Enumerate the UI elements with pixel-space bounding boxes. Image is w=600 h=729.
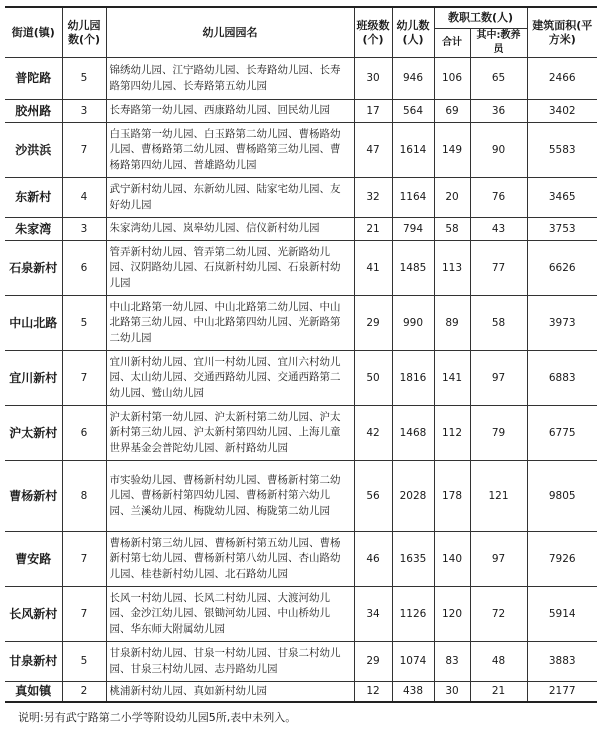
table-row bbox=[5, 406, 597, 461]
area-cell: 3402 bbox=[527, 100, 597, 123]
street-cell: 曹安路 bbox=[5, 532, 62, 587]
table-row bbox=[5, 123, 597, 178]
count-cell: 6 bbox=[62, 241, 106, 296]
area-cell: 6626 bbox=[527, 241, 597, 296]
table-body bbox=[5, 58, 597, 702]
area-cell: 6883 bbox=[527, 351, 597, 406]
staff-total-cell: 141 bbox=[434, 351, 470, 406]
names-cell: 沪太新村第一幼儿园、沪太新村第二幼儿园、沪太新村第三幼儿园、沪太新村第四幼儿园、上海儿童世界基金会普陀幼儿园、新村路幼儿园 bbox=[106, 406, 354, 461]
staff-teachers-cell: 58 bbox=[470, 296, 527, 351]
children-cell: 990 bbox=[392, 296, 434, 351]
header-area: 建筑面积(平方米) bbox=[527, 7, 597, 58]
staff-teachers-cell: 76 bbox=[470, 178, 527, 218]
names-cell: 桃浦新村幼儿园、真如新村幼儿园 bbox=[106, 682, 354, 702]
street-cell: 甘泉新村 bbox=[5, 642, 62, 682]
header-staff-total: 合计 bbox=[434, 29, 470, 58]
classes-cell: 42 bbox=[354, 406, 392, 461]
table-row bbox=[5, 682, 597, 702]
names-cell: 宜川新村幼儿园、宜川一村幼儿园、宜川六村幼儿园、太山幼儿园、交通西路幼儿园、交通西路第二幼儿园、鹫山幼儿园 bbox=[106, 351, 354, 406]
classes-cell: 41 bbox=[354, 241, 392, 296]
area-cell: 2466 bbox=[527, 58, 597, 100]
staff-teachers-cell: 36 bbox=[470, 100, 527, 123]
area-cell: 5583 bbox=[527, 123, 597, 178]
staff-teachers-cell: 90 bbox=[470, 123, 527, 178]
classes-cell: 12 bbox=[354, 682, 392, 702]
count-cell: 7 bbox=[62, 351, 106, 406]
staff-teachers-cell: 121 bbox=[470, 461, 527, 532]
staff-total-cell: 89 bbox=[434, 296, 470, 351]
table-row bbox=[5, 58, 597, 100]
names-cell: 朱家湾幼儿园、岚皋幼儿园、信仪新村幼儿园 bbox=[106, 218, 354, 241]
street-cell: 石泉新村 bbox=[5, 241, 62, 296]
street-cell: 朱家湾 bbox=[5, 218, 62, 241]
staff-total-cell: 20 bbox=[434, 178, 470, 218]
street-cell: 长风新村 bbox=[5, 587, 62, 642]
names-cell: 甘泉新村幼儿园、甘泉一村幼儿园、甘泉二村幼儿园、甘泉三村幼儿园、志丹路幼儿园 bbox=[106, 642, 354, 682]
header-classes: 班级数(个) bbox=[354, 7, 392, 58]
count-cell: 8 bbox=[62, 461, 106, 532]
staff-teachers-cell: 97 bbox=[470, 351, 527, 406]
header-count: 幼儿园数(个) bbox=[62, 7, 106, 58]
classes-cell: 46 bbox=[354, 532, 392, 587]
street-cell: 东新村 bbox=[5, 178, 62, 218]
area-cell: 3973 bbox=[527, 296, 597, 351]
count-cell: 6 bbox=[62, 406, 106, 461]
names-cell: 白玉路第一幼儿园、白玉路第二幼儿园、曹杨路幼儿园、曹杨路第二幼儿园、曹杨路第三幼儿园、曹杨路第四幼儿园、普雄路幼儿园 bbox=[106, 123, 354, 178]
table-row bbox=[5, 587, 597, 642]
classes-cell: 56 bbox=[354, 461, 392, 532]
staff-total-cell: 69 bbox=[434, 100, 470, 123]
children-cell: 1074 bbox=[392, 642, 434, 682]
staff-teachers-cell: 65 bbox=[470, 58, 527, 100]
header-street: 街道(镇) bbox=[5, 7, 62, 58]
table-row bbox=[5, 296, 597, 351]
children-cell: 2028 bbox=[392, 461, 434, 532]
names-cell: 锦绣幼儿园、江宁路幼儿园、长寿路幼儿园、长寿路第四幼儿园、长寿路第五幼儿园 bbox=[106, 58, 354, 100]
staff-teachers-cell: 77 bbox=[470, 241, 527, 296]
table-row bbox=[5, 461, 597, 532]
children-cell: 564 bbox=[392, 100, 434, 123]
staff-total-cell: 30 bbox=[434, 682, 470, 702]
count-cell: 2 bbox=[62, 682, 106, 702]
staff-total-cell: 113 bbox=[434, 241, 470, 296]
table-row bbox=[5, 241, 597, 296]
children-cell: 946 bbox=[392, 58, 434, 100]
names-cell: 武宁新村幼儿园、东新幼儿园、陆家宅幼儿园、友好幼儿园 bbox=[106, 178, 354, 218]
classes-cell: 47 bbox=[354, 123, 392, 178]
children-cell: 1635 bbox=[392, 532, 434, 587]
children-cell: 1164 bbox=[392, 178, 434, 218]
kindergarten-table bbox=[5, 6, 597, 703]
header-staff: 教职工数(人) bbox=[434, 7, 527, 29]
count-cell: 3 bbox=[62, 218, 106, 241]
count-cell: 4 bbox=[62, 178, 106, 218]
staff-total-cell: 58 bbox=[434, 218, 470, 241]
street-cell: 真如镇 bbox=[5, 682, 62, 702]
names-cell: 管弄新村幼儿园、管弄第二幼儿园、光新路幼儿园、汉阴路幼儿园、石岚新村幼儿园、石泉新村幼儿园 bbox=[106, 241, 354, 296]
staff-teachers-cell: 21 bbox=[470, 682, 527, 702]
classes-cell: 50 bbox=[354, 351, 392, 406]
staff-total-cell: 83 bbox=[434, 642, 470, 682]
area-cell: 2177 bbox=[527, 682, 597, 702]
street-cell: 沪太新村 bbox=[5, 406, 62, 461]
table-note: 说明:另有武宁路第二小学等附设幼儿园5所,表中未列入。 bbox=[18, 711, 297, 724]
street-cell: 沙洪浜 bbox=[5, 123, 62, 178]
children-cell: 438 bbox=[392, 682, 434, 702]
header-names: 幼儿园园名 bbox=[106, 7, 354, 58]
names-cell: 长风一村幼儿园、长风二村幼儿园、大渡河幼儿园、金沙江幼儿园、银锄河幼儿园、中山桥幼儿园、华东师大附属幼儿园 bbox=[106, 587, 354, 642]
staff-teachers-cell: 97 bbox=[470, 532, 527, 587]
count-cell: 5 bbox=[62, 58, 106, 100]
classes-cell: 30 bbox=[354, 58, 392, 100]
children-cell: 1468 bbox=[392, 406, 434, 461]
staff-teachers-cell: 43 bbox=[470, 218, 527, 241]
children-cell: 794 bbox=[392, 218, 434, 241]
staff-total-cell: 178 bbox=[434, 461, 470, 532]
staff-total-cell: 112 bbox=[434, 406, 470, 461]
children-cell: 1614 bbox=[392, 123, 434, 178]
area-cell: 7926 bbox=[527, 532, 597, 587]
children-cell: 1126 bbox=[392, 587, 434, 642]
classes-cell: 29 bbox=[354, 296, 392, 351]
names-cell: 市实验幼儿园、曹杨新村幼儿园、曹杨新村第二幼儿园、曹杨新村第四幼儿园、曹杨新村第六幼儿园、兰溪幼儿园、梅陇幼儿园、梅陇第二幼儿园 bbox=[106, 461, 354, 532]
table-row bbox=[5, 178, 597, 218]
count-cell: 5 bbox=[62, 642, 106, 682]
children-cell: 1485 bbox=[392, 241, 434, 296]
staff-teachers-cell: 79 bbox=[470, 406, 527, 461]
street-cell: 曹杨新村 bbox=[5, 461, 62, 532]
table-row bbox=[5, 642, 597, 682]
area-cell: 9805 bbox=[527, 461, 597, 532]
table-row bbox=[5, 351, 597, 406]
count-cell: 7 bbox=[62, 532, 106, 587]
count-cell: 7 bbox=[62, 123, 106, 178]
names-cell: 中山北路第一幼儿园、中山北路第二幼儿园、中山北路第三幼儿园、中山北路第四幼儿园、光新路第二幼儿园 bbox=[106, 296, 354, 351]
classes-cell: 34 bbox=[354, 587, 392, 642]
count-cell: 5 bbox=[62, 296, 106, 351]
table-row bbox=[5, 100, 597, 123]
classes-cell: 32 bbox=[354, 178, 392, 218]
area-cell: 6775 bbox=[527, 406, 597, 461]
table-row bbox=[5, 532, 597, 587]
street-cell: 中山北路 bbox=[5, 296, 62, 351]
names-cell: 长寿路第一幼儿园、西康路幼儿园、回民幼儿园 bbox=[106, 100, 354, 123]
classes-cell: 21 bbox=[354, 218, 392, 241]
area-cell: 3883 bbox=[527, 642, 597, 682]
area-cell: 5914 bbox=[527, 587, 597, 642]
names-cell: 曹杨新村第三幼儿园、曹杨新村第五幼儿园、曹杨新村第七幼儿园、曹杨新村第八幼儿园、杏山路幼儿园、桂巷新村幼儿园、北石路幼儿园 bbox=[106, 532, 354, 587]
area-cell: 3465 bbox=[527, 178, 597, 218]
area-cell: 3753 bbox=[527, 218, 597, 241]
staff-total-cell: 106 bbox=[434, 58, 470, 100]
count-cell: 3 bbox=[62, 100, 106, 123]
classes-cell: 29 bbox=[354, 642, 392, 682]
children-cell: 1816 bbox=[392, 351, 434, 406]
classes-cell: 17 bbox=[354, 100, 392, 123]
table-row bbox=[5, 218, 597, 241]
street-cell: 胶州路 bbox=[5, 100, 62, 123]
street-cell: 普陀路 bbox=[5, 58, 62, 100]
staff-teachers-cell: 72 bbox=[470, 587, 527, 642]
header-staff-teachers: 其中:教养员 bbox=[470, 29, 527, 58]
staff-total-cell: 140 bbox=[434, 532, 470, 587]
count-cell: 7 bbox=[62, 587, 106, 642]
staff-total-cell: 120 bbox=[434, 587, 470, 642]
street-cell: 宜川新村 bbox=[5, 351, 62, 406]
header-children: 幼儿数(人) bbox=[392, 7, 434, 58]
staff-total-cell: 149 bbox=[434, 123, 470, 178]
staff-teachers-cell: 48 bbox=[470, 642, 527, 682]
